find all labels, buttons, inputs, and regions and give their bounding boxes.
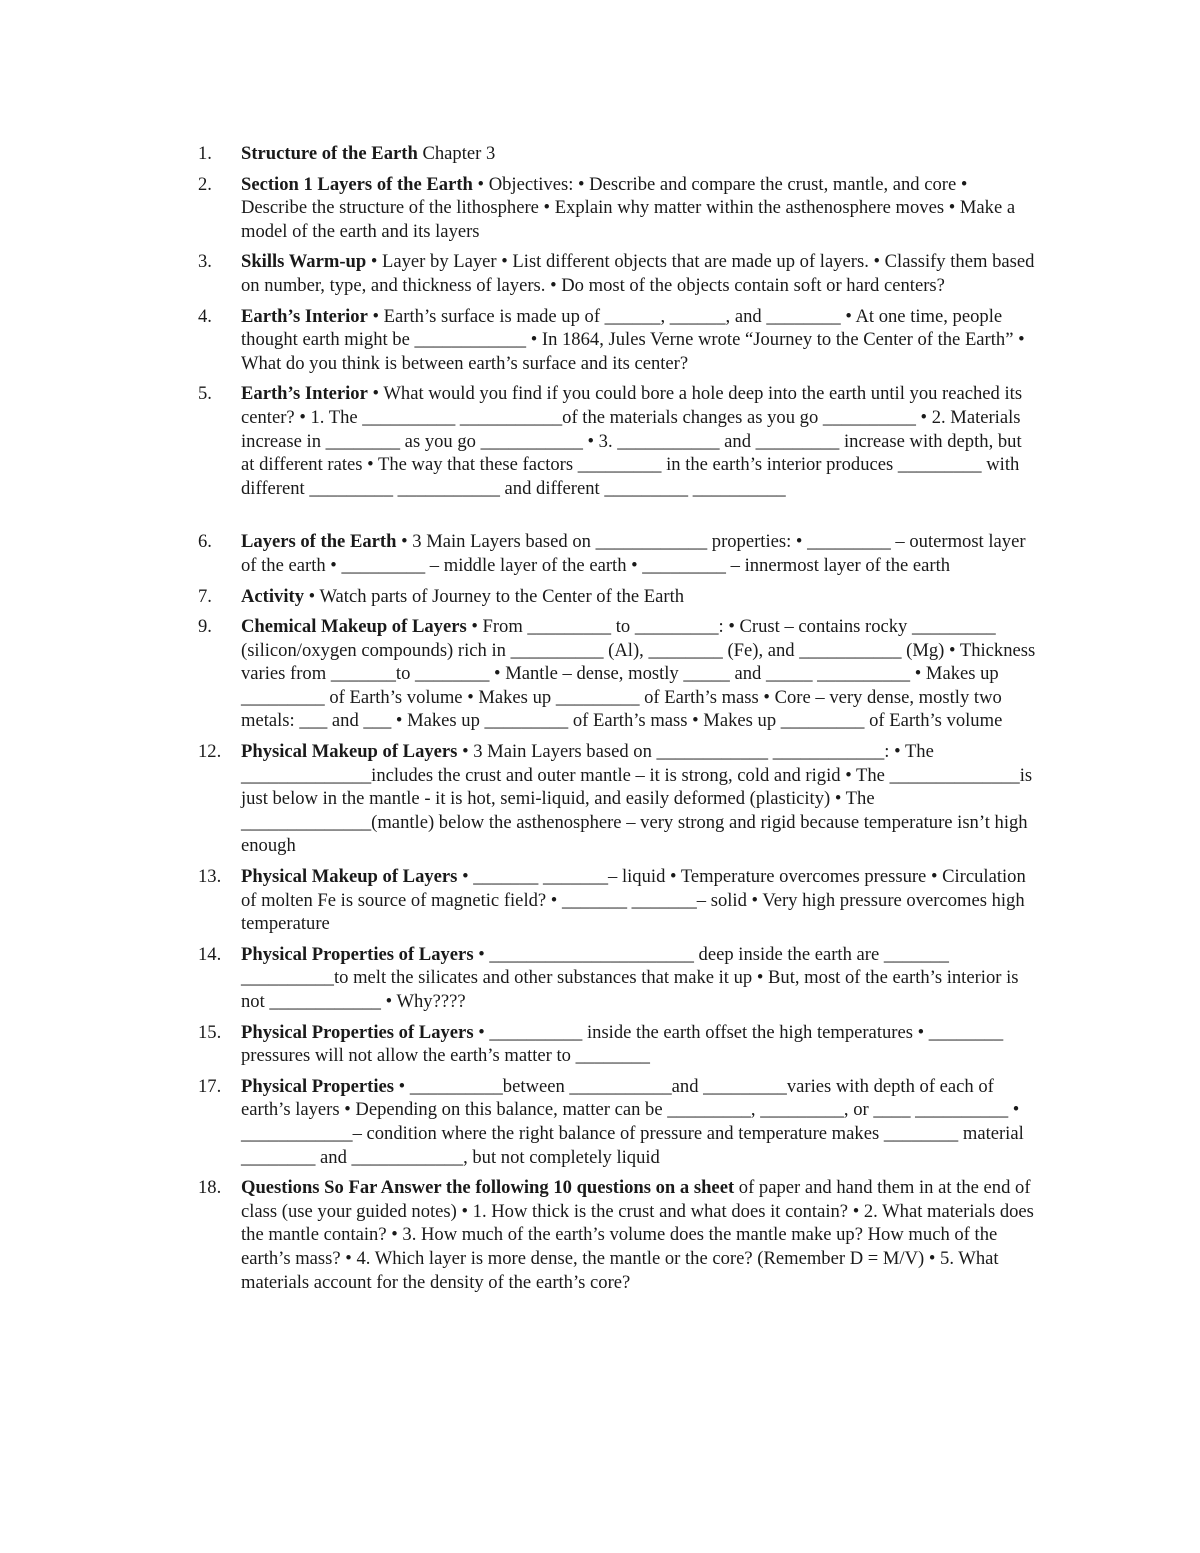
- item-title: Chemical Makeup of Layers: [241, 616, 467, 638]
- item-number: 15.: [198, 1021, 222, 1043]
- item-body: [241, 1075, 1038, 1169]
- item-text: • 3 Main Layers based on ____________ properties: • _________ – outermost layer of the earth • _________ – middle layer of the earth • _________ – innermost layer of the earth: [241, 531, 1026, 576]
- list-item: [198, 250, 1038, 297]
- item-title: Physical Makeup of Layers: [241, 866, 458, 888]
- item-body: [241, 142, 1038, 166]
- item-title: Physical Makeup of Layers: [241, 741, 458, 763]
- item-text: • Layer by Layer • List different objects that are made up of layers. • Classify them based on number, type, and thickness of layers. • Do most of the objects contain soft or hard centers?: [241, 251, 1035, 296]
- list-item: [198, 865, 1038, 936]
- item-text: • _______ _______– liquid • Temperature overcomes pressure • Circulation of molten Fe is source of magnetic field? • _______ _______– solid • Very high pressure overcomes high temperature: [241, 866, 1026, 935]
- item-title: Activity: [241, 585, 304, 607]
- item-body: [241, 530, 1038, 577]
- item-text: • Objectives: • Describe and compare the crust, mantle, and core • Describe the structure of the lithosphere • Explain why matter within the asthenosphere moves • Make a model of the earth and its layers: [241, 173, 1016, 242]
- item-body: [241, 250, 1038, 297]
- item-number: 7.: [198, 585, 212, 607]
- item-body: [241, 943, 1038, 1014]
- item-title: Physical Properties: [241, 1075, 395, 1097]
- item-number: 13.: [198, 866, 222, 888]
- list-item: [198, 1176, 1038, 1294]
- list-item: [198, 305, 1038, 376]
- item-body: [241, 173, 1038, 244]
- item-title: Section 1 Layers of the Earth: [241, 173, 473, 195]
- item-body: [241, 585, 1038, 609]
- item-number: 5.: [198, 383, 212, 405]
- item-body: [241, 865, 1038, 936]
- item-title: Earth’s Interior: [241, 383, 368, 405]
- item-body: [241, 1176, 1038, 1294]
- list-item: [198, 1021, 1038, 1068]
- list-item: [198, 585, 1038, 609]
- list-item: [198, 943, 1038, 1014]
- item-number: 12.: [198, 741, 222, 763]
- item-title: Earth’s Interior: [241, 305, 368, 327]
- item-number: 4.: [198, 305, 212, 327]
- item-text: • From _________ to _________: • Crust – contains rocky _________ (silicon/oxygen compounds) rich in __________ (Al), ________ (Fe), and ___________ (Mg) • Thickness varies from _______to ________ • Mantle – dense, mostly _____ and _____ __________ • Makes up _________ of Earth’s volume • Makes up _________ of Earth’s mass • Core – very dense, mostly two metals: ___ and ___ • Makes up _________ of Earth’s mass • Makes up _________ of Earth’s volume: [241, 616, 1036, 732]
- item-body: [241, 382, 1038, 500]
- list-item: [198, 173, 1038, 244]
- item-text: • __________ inside the earth offset the high temperatures • ________ pressures will not allow the earth’s matter to ________: [241, 1021, 1004, 1067]
- item-title: Skills Warm-up: [241, 251, 367, 273]
- item-body: [241, 305, 1038, 376]
- item-text: • __________between ___________and _________varies with depth of each of earth’s layers • Depending on this balance, matter can be _________, _________, or ____ __________ • ____________– condition where the right balance of pressure and temperature makes ________ material ________ and ____________, but not completely liquid: [241, 1075, 1024, 1168]
- item-number: 14.: [198, 943, 222, 965]
- item-title: Layers of the Earth: [241, 531, 397, 553]
- item-title: Questions So Far Answer the following 10 questions on a sheet: [241, 1177, 735, 1199]
- item-text: • Watch parts of Journey to the Center of the Earth: [304, 585, 685, 607]
- item-text: • What would you find if you could bore a hole deep into the earth until you reached its center? • 1. The __________ ___________of the materials changes as you go __________ • 2. Materials increase in ________ as you go ___________ • 3. ___________ and _________ increase with depth, but at different rates • The way that these factors _________ in the earth’s interior produces _________ with different _________ ___________ and different _________ __________: [241, 383, 1023, 499]
- list-item: [198, 740, 1038, 858]
- numbered-list: [198, 142, 1038, 1301]
- item-number: 2.: [198, 173, 212, 195]
- item-number: 1.: [198, 143, 212, 164]
- item-number: 18.: [198, 1177, 222, 1199]
- item-title: Physical Properties of Layers: [241, 943, 474, 965]
- item-number: 9.: [198, 616, 212, 638]
- item-text: • 3 Main Layers based on ____________ ____________: • The ______________includes the crust and outer mantle – it is strong, cold and rigid • The ______________is just below in the mantle - it is hot, semi-liquid, and easily deformed (plasticity) • The ______________(mantle) below the asthenosphere – very strong and rigid because temperature isn’t high enough: [241, 741, 1033, 857]
- item-text: • ______________________ deep inside the earth are _______ __________to melt the silicates and other substances that make it up • But, most of the earth’s interior is not ____________ • Why????: [241, 943, 1019, 1012]
- item-text: • Earth’s surface is made up of ______, ______, and ________ • At one time, people thought earth might be ____________ • In 1864, Jules Verne wrote “Journey to the Center of the Earth” • What do you think is between earth’s surface and its center?: [241, 305, 1025, 374]
- list-item: [198, 615, 1038, 733]
- list-item: [198, 382, 1038, 500]
- item-number: 17.: [198, 1075, 222, 1097]
- item-title: Structure of the Earth: [241, 143, 418, 164]
- item-body: [241, 1021, 1038, 1068]
- list-item: [198, 530, 1038, 577]
- item-text: of paper and hand them in at the end of class (use your guided notes) • 1. How thick is the crust and what does it contain? • 2. What materials does the mantle contain? • 3. How much of the earth’s volume does the mantle make up? How much of the earth’s mass? • 4. Which layer is more dense, the mantle or the core? (Remember D = M/V) • 5. What materials account for the density of the earth’s core?: [241, 1177, 1034, 1293]
- list-item: [198, 1075, 1038, 1169]
- item-title: Physical Properties of Layers: [241, 1021, 474, 1043]
- list-item: [198, 142, 1038, 166]
- item-text: Chapter 3: [417, 143, 496, 164]
- item-number: 6.: [198, 531, 212, 553]
- item-body: [241, 740, 1038, 858]
- item-body: [241, 615, 1038, 733]
- item-number: 3.: [198, 251, 212, 273]
